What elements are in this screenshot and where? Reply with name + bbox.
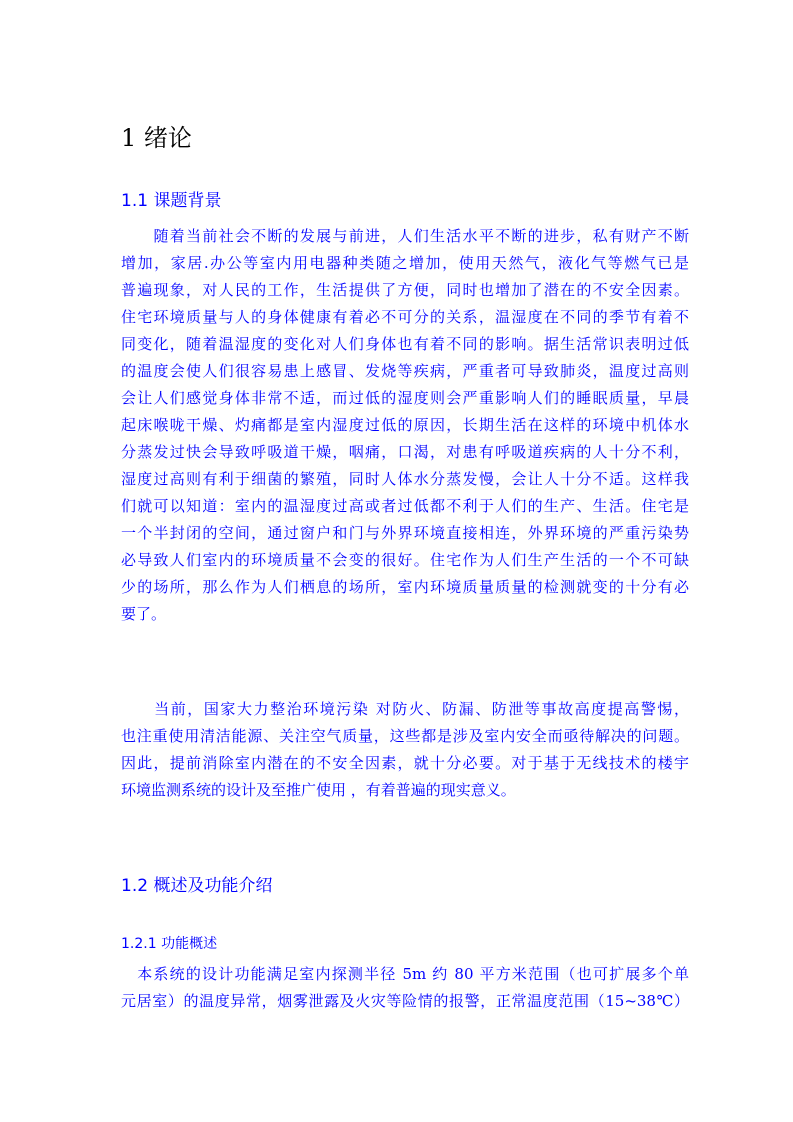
section-title-1-2: 1.2 概述及功能介绍: [121, 876, 273, 896]
text-line: 也注重使用清洁能源、关注空气质量，这些都是涉及室内安全而亟待解决的问题。: [121, 727, 689, 745]
text-line: 起床喉咙干燥、灼痛都是室内湿度过低的原因，长期生活在这样的环境中机体水: [121, 416, 689, 434]
text-line: 们就可以知道：室内的温湿度过高或者过低都不利于人们的生产、生活。住宅是: [121, 497, 689, 515]
chapter-title: 1 绪论: [121, 124, 192, 152]
text-line: 增加，家居.办公等室内用电器种类随之增加，使用天然气，液化气等燃气已是: [121, 254, 689, 272]
text-line: 因此，提前消除室内潜在的不安全因素，就十分必要。对于基于无线技术的楼宇: [121, 754, 689, 772]
text-line: 本系统的设计功能满足室内探测半径 5m 约 80 平方米范围（也可扩展多个单: [121, 965, 689, 983]
text-line: 当前，国家大力整治环境污染 对防火、防漏、防泄等事故高度提高警惕，: [121, 700, 689, 718]
text-line: 必导致人们室内的环境质量不会变的很好。住宅作为人们生产生活的一个不可缺: [121, 551, 689, 569]
text-line: 的温度会使人们很容易患上感冒、发烧等疾病，严重者可导致肺炎，温度过高则: [121, 362, 689, 380]
text-line: 分蒸发过快会导致呼吸道干燥，咽痛，口渴，对患有呼吸道疾病的人十分不利，: [121, 443, 689, 461]
paragraph-background-1: [121, 223, 689, 628]
text-line: 湿度过高则有利于细菌的繁殖，同时人体水分蒸发慢，会让人十分不适。这样我: [121, 470, 689, 488]
paragraph-function-overview: [121, 961, 689, 1015]
text-line: 一个半封闭的空间，通过窗户和门与外界环境直接相连，外界环境的严重污染势: [121, 524, 689, 542]
text-line: 少的场所，那么作为人们栖息的场所，室内环境质量质量的检测就变的十分有必: [121, 578, 689, 596]
text-line: 环境监测系统的设计及至推广使用 ，有着普遍的现实意义。: [121, 781, 516, 799]
section-title-1-1: 1.1 课题背景: [121, 191, 222, 211]
text-line: 随着当前社会不断的发展与前进，人们生活水平不断的进步，私有财产不断: [121, 227, 689, 245]
text-line: 住宅环境质量与人的身体健康有着必不可分的关系，温湿度在不同的季节有着不: [121, 308, 689, 326]
text-line: 元居室）的温度异常，烟雾泄露及火灾等险情的报警，正常温度范围（15~38℃）: [121, 992, 689, 1010]
text-line: 会让人们感觉身体非常不适，而过低的湿度则会严重影响人们的睡眠质量，早晨: [121, 389, 689, 407]
text-line: 要了。: [121, 605, 167, 623]
text-line: 普遍现象，对人民的工作，生活提供了方便，同时也增加了潜在的不安全因素。: [121, 281, 689, 299]
subsection-title-1-2-1: 1.2.1 功能概述: [121, 936, 218, 952]
text-line: 同变化，随着温湿度的变化对人们身体也有着不同的影响。据生活常识表明过低: [121, 335, 689, 353]
paragraph-background-2: [121, 696, 689, 804]
